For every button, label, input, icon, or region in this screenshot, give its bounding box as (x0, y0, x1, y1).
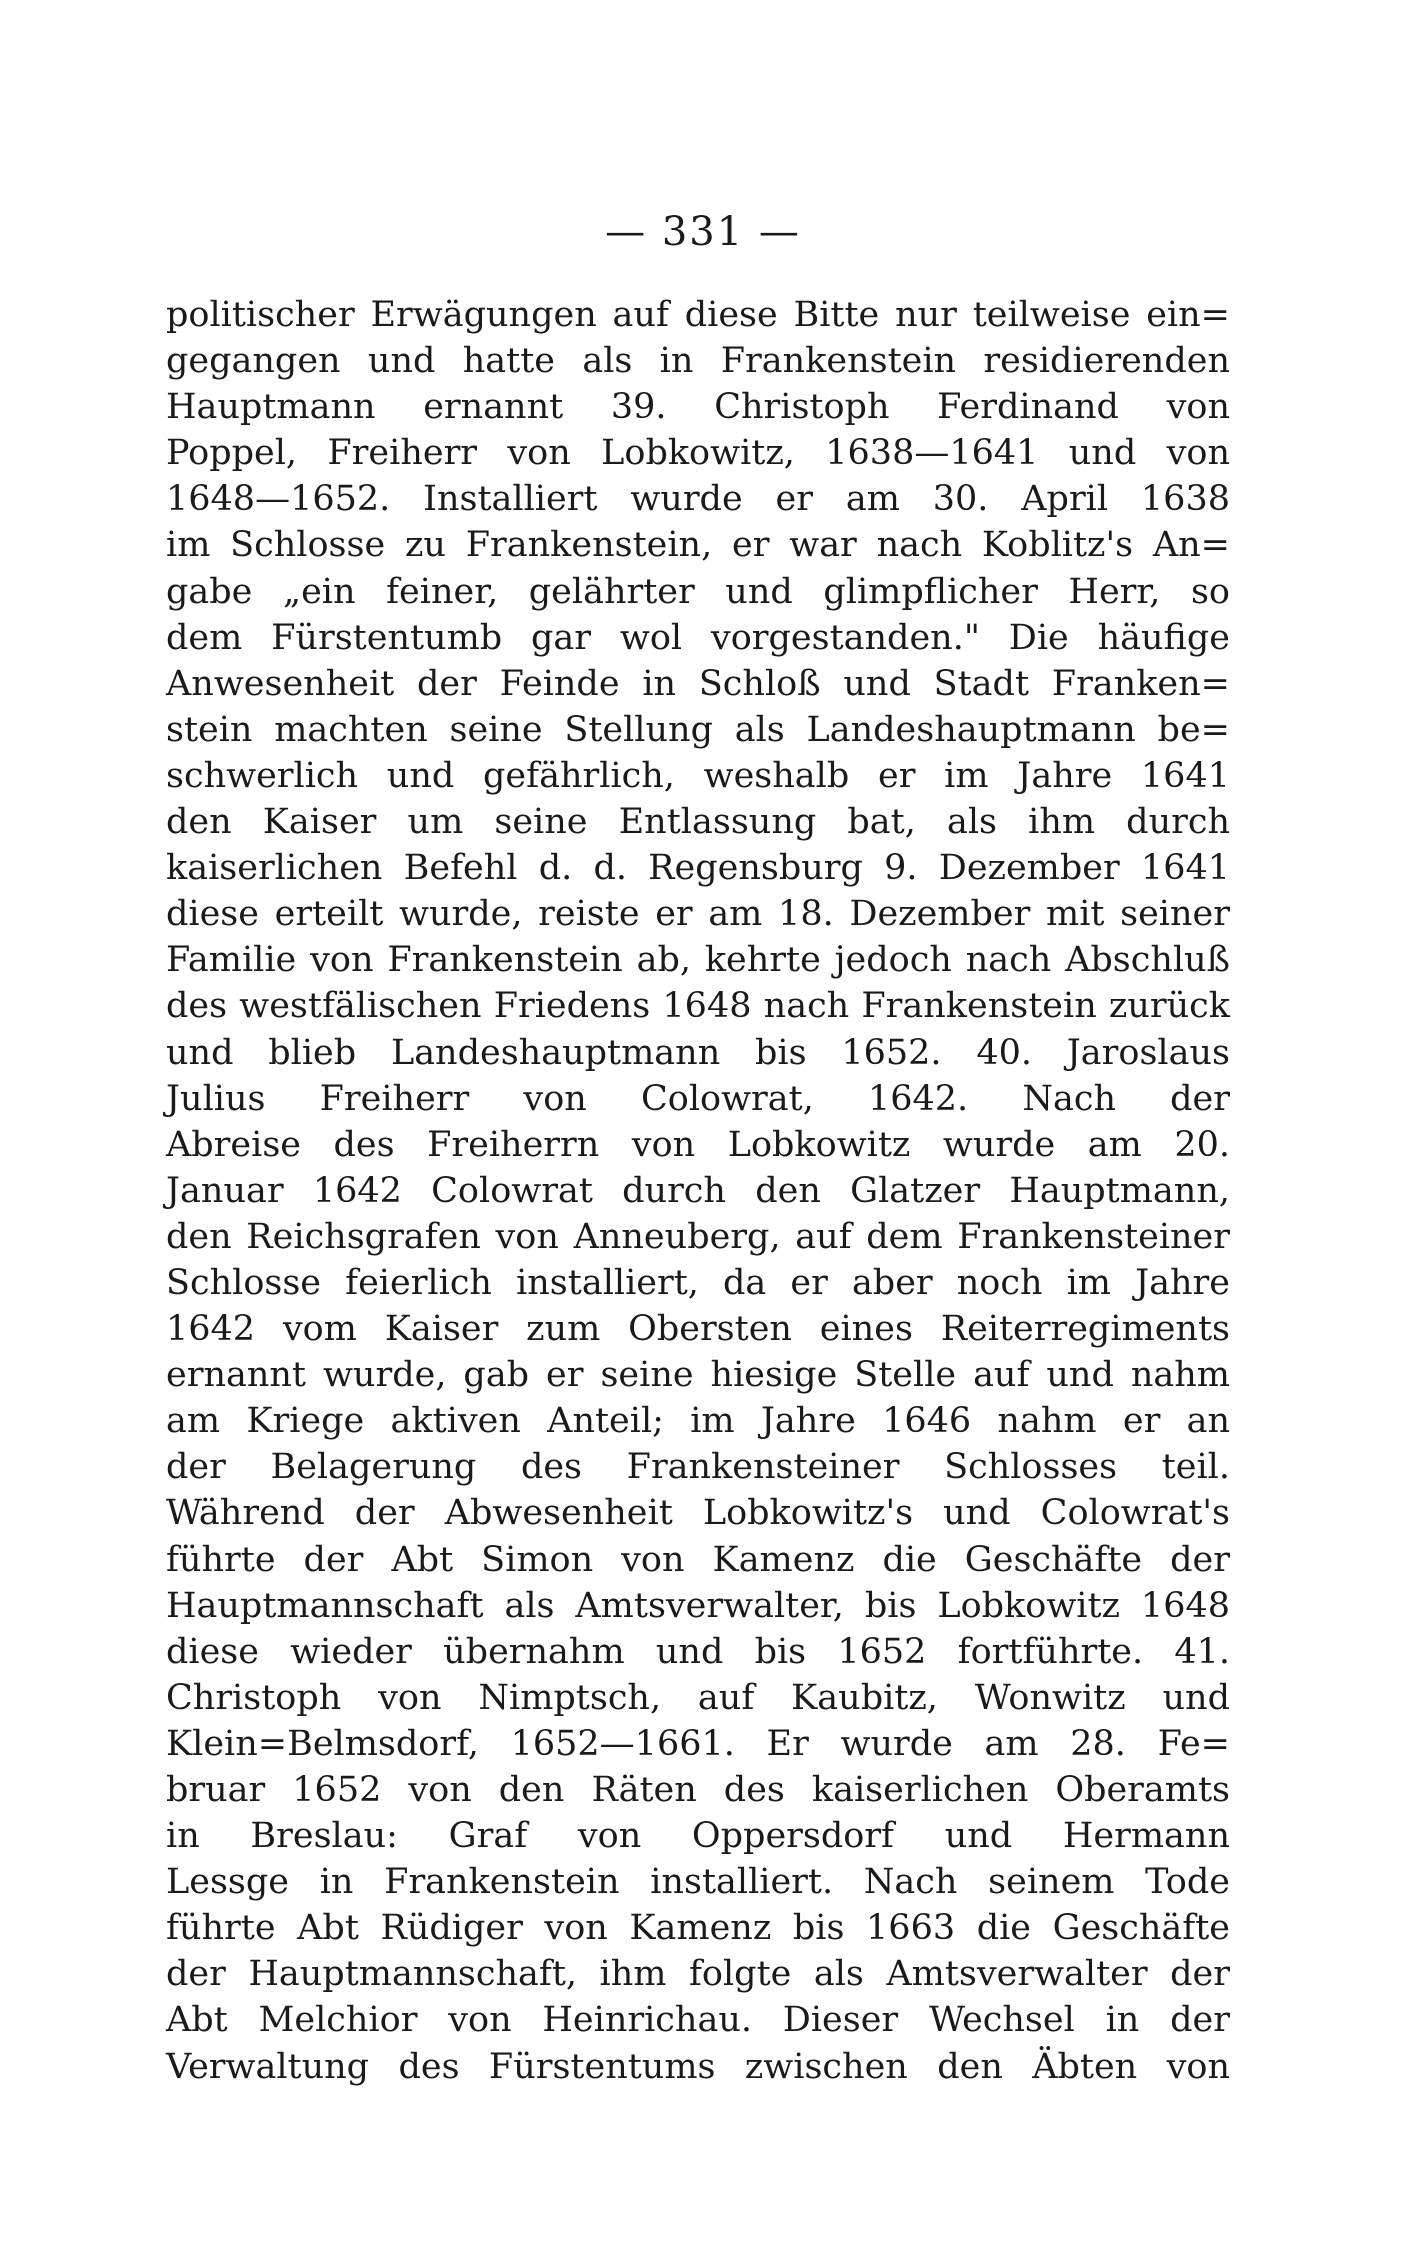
text-line: Klein=Belmsdorf, 1652—1661. Er wurde am 28. Fe= (166, 1723, 1230, 1764)
text-line: ernannt wurde, gab er seine hiesige Stelle auf und nahm (166, 1355, 1230, 1396)
body-text (166, 292, 1230, 2090)
text-line: Während der Abwesenheit Lobkowitz's und Colowrat's (166, 1493, 1230, 1534)
text-line: führte Abt Rüdiger von Kamenz bis 1663 die Geschäfte (166, 1908, 1230, 1949)
text-line: Verwaltung des Fürstentums zwischen den Äbten von (166, 2046, 1230, 2087)
page-number: — 331 — (605, 209, 801, 255)
text-line: führte der Abt Simon von Kamenz die Geschäfte der (166, 1539, 1230, 1580)
text-line: schwerlich und gefährlich, weshalb er im Jahre 1641 (166, 755, 1230, 796)
text-line: der Belagerung des Frankensteiner Schlosses teil. (166, 1447, 1230, 1488)
text-line: Anwesenheit der Feinde in Schloß und Stadt Franken= (166, 663, 1230, 704)
text-line: den Kaiser um seine Entlassung bat, als ihm durch (166, 802, 1230, 843)
text-line: diese wieder übernahm und bis 1652 fortführte. 41. (166, 1631, 1230, 1672)
text-line: Abreise des Freiherrn von Lobkowitz wurde am 20. (166, 1124, 1230, 1165)
text-line: stein machten seine Stellung als Landeshauptmann be= (166, 709, 1230, 750)
text-line: diese erteilt wurde, reiste er am 18. Dezember mit seiner (166, 894, 1230, 935)
text-line: dem Fürstentumb gar wol vorgestanden." Die häufige (166, 617, 1230, 658)
text-line: und blieb Landeshauptmann bis 1652. 40. Jaroslaus (166, 1032, 1230, 1073)
text-line: Julius Freiherr von Colowrat, 1642. Nach der (166, 1078, 1230, 1119)
text-line: Abt Melchior von Heinrichau. Dieser Wechsel in der (166, 2000, 1230, 2041)
text-line: bruar 1652 von den Räten des kaiserlichen Oberamts (166, 1770, 1230, 1810)
text-line: Lessge in Frankenstein installiert. Nach seinem Tode (166, 1862, 1230, 1903)
text-line: Christoph von Nimptsch, auf Kaubitz, Wonwitz und (166, 1677, 1230, 1718)
text-line: am Kriege aktiven Anteil; im Jahre 1646 nahm er an (166, 1401, 1230, 1442)
text-line: Familie von Frankenstein ab, kehrte jedoch nach Abschluß (166, 940, 1230, 981)
text-line: Januar 1642 Colowrat durch den Glatzer Hauptmann, (166, 1170, 1230, 1211)
text-line: gabe „ein feiner, gelährter und glimpflicher Herr, so (166, 571, 1230, 612)
text-line: 1642 vom Kaiser zum Obersten eines Reiterregiments (166, 1309, 1230, 1350)
text-line: in Breslau: Graf von Oppersdorf und Hermann (166, 1816, 1230, 1857)
text-line: Hauptmannschaft als Amtsverwalter, bis Lobkowitz 1648 (166, 1585, 1230, 1626)
text-line: den Reichsgrafen von Anneuberg, auf dem Frankensteiner (166, 1216, 1230, 1257)
text-line: im Schlosse zu Frankenstein, er war nach Koblitz's An= (166, 525, 1230, 566)
text-line: Hauptmann ernannt 39. Christoph Ferdinand von (166, 387, 1230, 428)
text-line: des westfälischen Friedens 1648 nach Frankenstein zurück (166, 986, 1230, 1027)
text-line: der Hauptmannschaft, ihm folgte als Amtsverwalter der (166, 1954, 1230, 1995)
text-line: Poppel, Freiherr von Lobkowitz, 1638—1641 und von (166, 433, 1230, 474)
text-line: 1648—1652. Installiert wurde er am 30. April 1638 (166, 479, 1230, 520)
text-line: gegangen und hatte als in Frankenstein residierenden (166, 341, 1230, 382)
text-line: kaiserlichen Befehl d. d. Regensburg 9. Dezember 1641 (166, 848, 1230, 889)
text-line: Schlosse feierlich installiert, da er aber noch im Jahre (166, 1262, 1230, 1303)
text-line: politischer Erwägungen auf diese Bitte nur teilweise ein= (166, 295, 1230, 335)
